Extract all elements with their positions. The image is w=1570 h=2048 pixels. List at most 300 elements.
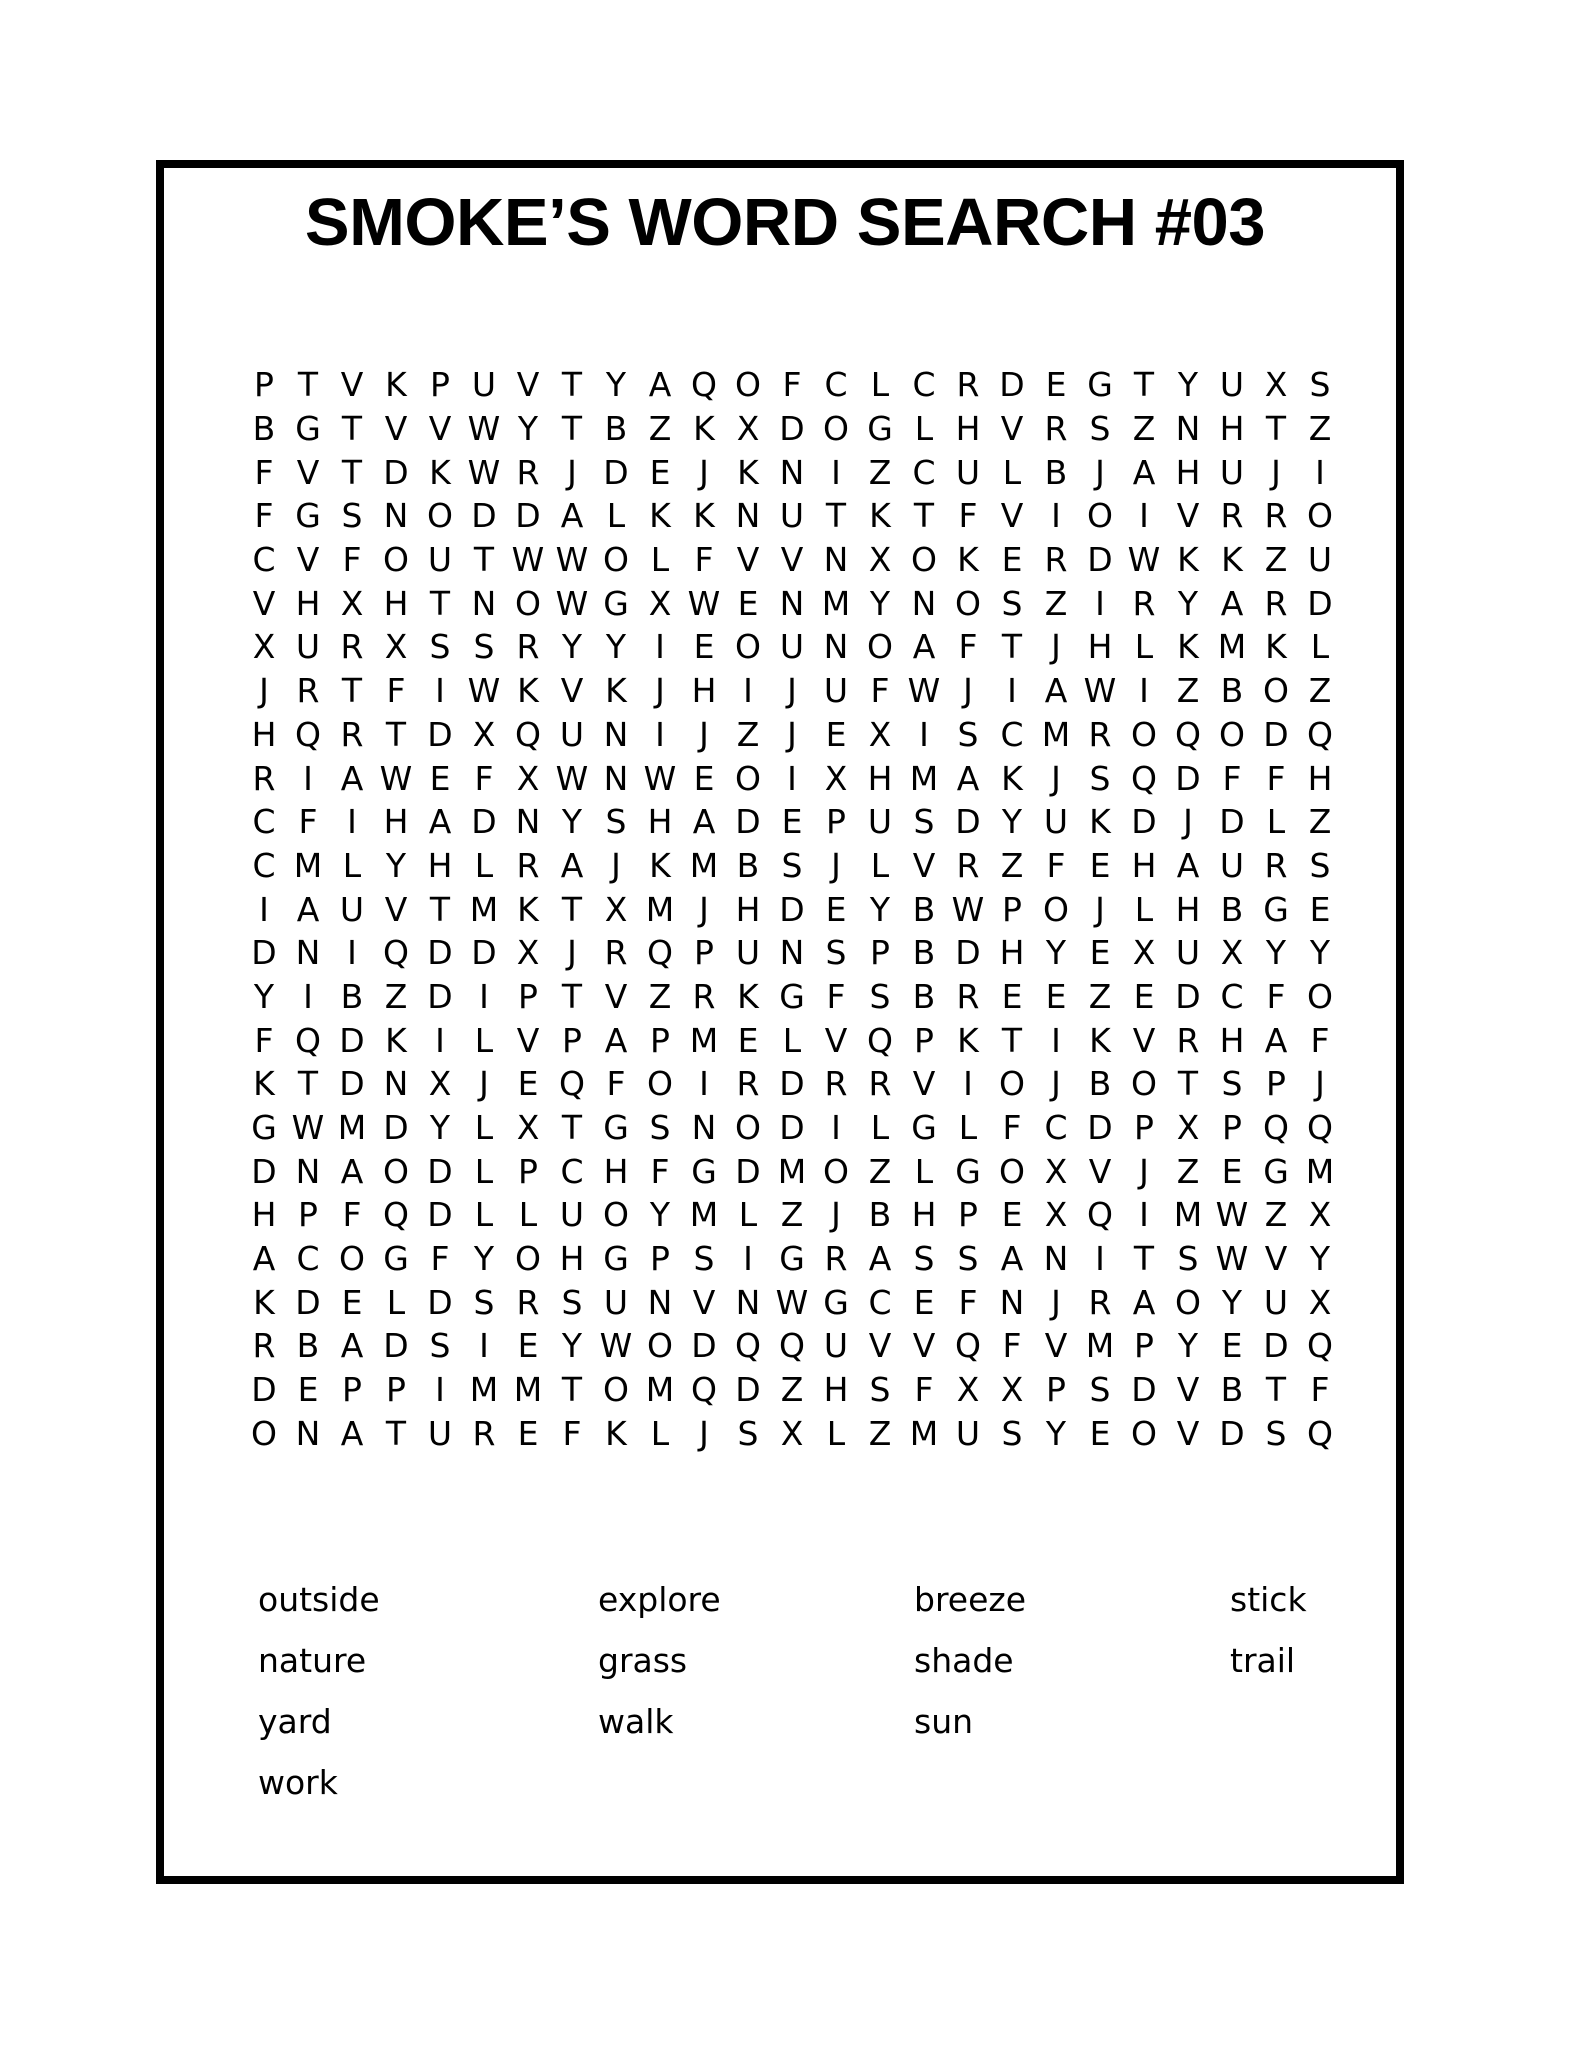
grid-cell: V [1176,1370,1200,1410]
grid-cell: D [603,452,629,492]
grid-cell: N [647,1282,673,1322]
grid-cell: O [735,365,761,405]
grid-cell: Z [868,1413,892,1453]
grid-cell: T [561,1108,583,1148]
grid-cell: G [295,409,321,449]
grid-cell: L [914,409,934,449]
grid-cell: O [823,1151,849,1191]
grid-cell: Y [1045,1413,1067,1453]
grid-cell: A [1000,1239,1024,1279]
grid-cell: H [691,671,717,711]
grid-cell: S [429,1326,451,1366]
grid-cell: R [296,671,320,711]
grid-cell: F [342,540,362,580]
grid-cell: M [1305,1151,1335,1191]
grid-cell: G [251,1108,277,1148]
grid-cell: O [1263,671,1289,711]
grid-cell: V [1132,1020,1156,1060]
grid-cell: D [955,802,981,842]
grid-row [242,931,1342,975]
grid-cell: F [650,1151,670,1191]
grid-cell: S [649,1108,671,1148]
grid-cell: T [473,540,495,580]
grid-cell: F [1222,758,1242,798]
grid-cell: E [1001,976,1023,1016]
grid-cell: H [1087,627,1113,667]
grid-cell: G [823,1282,849,1322]
grid-cell: G [911,1108,937,1148]
grid-cell: M [689,1195,719,1235]
grid-cell: E [1001,540,1023,580]
grid-row [242,713,1342,757]
word-list-item: outside [258,1580,380,1619]
grid-cell: F [958,496,978,536]
grid-cell: C [1000,714,1024,754]
grid-cell: P [870,933,890,973]
grid-cell: D [515,496,541,536]
grid-cell: D [1175,758,1201,798]
grid-cell: D [427,933,453,973]
grid-cell: D [779,409,805,449]
grid-cell: A [956,758,980,798]
grid-cell: W [775,1282,809,1322]
grid-cell: D [1087,540,1113,580]
grid-cell: X [604,889,628,929]
grid-cell: S [957,1239,979,1279]
grid-cell: G [603,1239,629,1279]
word-list-item: breeze [914,1580,1027,1619]
grid-cell: T [561,889,583,929]
grid-cell: U [1175,933,1201,973]
grid-cell: X [1044,1195,1068,1235]
grid-cell: F [958,627,978,667]
grid-cell: S [825,933,847,973]
grid-cell: W [687,583,721,623]
grid-cell: N [603,714,629,754]
grid-cell: X [956,1370,980,1410]
grid-cell: H [911,1195,937,1235]
grid-cell: T [385,714,407,754]
grid-cell: P [430,365,450,405]
grid-cell: L [1002,452,1022,492]
grid-cell: J [1051,1282,1061,1322]
grid-cell: W [379,758,413,798]
grid-cell: X [868,714,892,754]
grid-cell: I [435,671,445,711]
grid-cell: K [385,1020,407,1060]
grid-cell: X [824,758,848,798]
grid-cell: C [912,365,936,405]
grid-cell: J [1315,1064,1325,1104]
grid-cell: V [516,365,540,405]
grid-cell: A [340,1413,364,1453]
grid-cell: O [603,1370,629,1410]
grid-cell: H [603,1151,629,1191]
grid-cell: Y [1177,583,1199,623]
grid-row [242,407,1342,451]
grid-cell: F [1266,758,1286,798]
grid-cell: N [691,1108,717,1148]
grid-cell: V [1044,1326,1068,1366]
grid-cell: X [1220,933,1244,973]
grid-cell: Z [780,1195,804,1235]
grid-cell: S [1309,365,1331,405]
grid-cell: R [516,627,540,667]
grid-cell: V [1264,1239,1288,1279]
grid-cell: Q [691,365,717,405]
grid-cell: R [252,758,276,798]
grid-cell: O [339,1239,365,1279]
grid-cell: P [650,1239,670,1279]
grid-cell: Y [1309,1239,1331,1279]
grid-cell: M [1041,714,1071,754]
grid-cell: O [735,627,761,667]
grid-cell: E [649,452,671,492]
grid-cell: Z [1176,671,1200,711]
grid-cell: X [780,1413,804,1453]
grid-cell: Q [383,933,409,973]
grid-cell: E [1133,976,1155,1016]
grid-cell: P [1266,1064,1286,1104]
grid-cell: V [252,583,276,623]
grid-cell: E [825,714,847,754]
grid-cell: T [913,496,935,536]
grid-cell: D [779,1108,805,1148]
grid-cell: D [1087,1108,1113,1148]
grid-cell: R [1088,714,1112,754]
grid-cell: A [1132,1282,1156,1322]
grid-cell: P [562,1020,582,1060]
grid-cell: S [913,802,935,842]
grid-cell: U [867,802,893,842]
grid-cell: J [699,889,709,929]
grid-cell: J [787,714,797,754]
grid-cell: C [824,365,848,405]
grid-cell: K [737,452,759,492]
grid-cell: V [912,1326,936,1366]
grid-cell: L [342,845,362,885]
grid-cell: O [823,409,849,449]
grid-cell: F [782,365,802,405]
grid-cell: R [1264,583,1288,623]
grid-cell: M [821,583,851,623]
grid-cell: L [914,1151,934,1191]
grid-cell: J [567,933,577,973]
grid-cell: O [1131,1064,1157,1104]
grid-cell: R [1088,1282,1112,1322]
grid-cell: X [1308,1195,1332,1235]
grid-cell: D [1307,583,1333,623]
grid-cell: R [1044,409,1068,449]
grid-cell: N [779,933,805,973]
grid-cell: P [650,1020,670,1060]
grid-cell: P [254,365,274,405]
grid-cell: X [1132,933,1156,973]
grid-cell: C [560,1151,584,1191]
grid-cell: Q [295,1020,321,1060]
grid-cell: Z [1132,409,1156,449]
grid-cell: N [383,496,409,536]
grid-row [242,756,1342,800]
grid-cell: G [603,583,629,623]
grid-cell: Z [1264,1195,1288,1235]
grid-cell: D [251,1370,277,1410]
grid-cell: W [1127,540,1161,580]
grid-row [242,1106,1342,1150]
grid-cell: V [1000,409,1024,449]
grid-row [242,887,1342,931]
grid-cell: C [868,1282,892,1322]
word-list-item: grass [598,1641,688,1680]
grid-cell: Q [955,1326,981,1366]
grid-cell: X [1176,1108,1200,1148]
grid-cell: I [435,1370,445,1410]
grid-cell: A [428,802,452,842]
grid-cell: Y [1309,933,1331,973]
grid-cell: R [516,452,540,492]
grid-cell: A [252,1239,276,1279]
grid-cell: T [561,409,583,449]
grid-cell: J [699,1413,709,1453]
grid-cell: S [693,1239,715,1279]
grid-row [242,494,1342,538]
grid-cell: K [1177,627,1199,667]
grid-cell: A [1176,845,1200,885]
grid-cell: S [1177,1239,1199,1279]
grid-cell: O [383,1151,409,1191]
grid-cell: S [1001,1413,1023,1453]
grid-cell: W [467,452,501,492]
grid-cell: S [473,627,495,667]
grid-cell: X [428,1064,452,1104]
grid-cell: E [825,889,847,929]
grid-cell: A [1044,671,1068,711]
grid-cell: X [516,1108,540,1148]
grid-cell: F [430,1239,450,1279]
grid-cell: B [1220,889,1244,929]
grid-cell: G [1263,889,1289,929]
grid-cell: J [831,1195,841,1235]
grid-cell: C [252,845,276,885]
grid-cell: V [868,1326,892,1366]
grid-cell: O [603,1195,629,1235]
grid-cell: N [779,583,805,623]
grid-cell: U [1219,365,1245,405]
grid-cell: X [516,758,540,798]
grid-cell: G [383,1239,409,1279]
grid-cell: O [427,496,453,536]
grid-cell: U [779,496,805,536]
grid-cell: Z [868,452,892,492]
grid-cell: A [1132,452,1156,492]
grid-cell: M [909,758,939,798]
grid-cell: T [341,409,363,449]
grid-cell: R [472,1413,496,1453]
grid-cell: F [1002,1108,1022,1148]
grid-cell: I [743,1239,753,1279]
grid-cell: T [1133,365,1155,405]
grid-cell: K [1089,1020,1111,1060]
grid-cell: T [297,365,319,405]
grid-cell: D [691,1326,717,1366]
grid-cell: Q [1307,714,1333,754]
grid-cell: R [1220,496,1244,536]
grid-cell: E [737,1020,759,1060]
grid-row [242,800,1342,844]
grid-cell: Z [648,976,672,1016]
grid-cell: E [297,1370,319,1410]
grid-cell: U [823,1326,849,1366]
grid-cell: V [912,845,936,885]
grid-cell: N [779,452,805,492]
grid-cell: P [1134,1326,1154,1366]
grid-cell: H [955,409,981,449]
grid-cell: I [1007,671,1017,711]
grid-cell: B [912,976,936,1016]
grid-cell: D [471,496,497,536]
grid-cell: T [341,671,363,711]
grid-cell: D [955,933,981,973]
grid-cell: B [340,976,364,1016]
grid-cell: Z [1308,802,1332,842]
grid-cell: A [692,802,716,842]
grid-cell: H [295,583,321,623]
grid-cell: K [385,365,407,405]
grid-cell: D [427,976,453,1016]
grid-cell: I [347,933,357,973]
grid-cell: V [1176,1413,1200,1453]
grid-cell: M [1173,1195,1203,1235]
grid-cell: R [604,933,628,973]
grid-cell: L [606,496,626,536]
grid-cell: M [689,1020,719,1060]
grid-cell: M [469,889,499,929]
grid-cell: N [1175,409,1201,449]
grid-cell: N [383,1064,409,1104]
grid-cell: D [427,1151,453,1191]
grid-cell: O [1131,714,1157,754]
grid-cell: G [779,976,805,1016]
grid-cell: I [347,802,357,842]
grid-cell: E [737,583,759,623]
grid-cell: D [1131,802,1157,842]
grid-cell: E [693,627,715,667]
grid-cell: B [736,845,760,885]
grid-cell: Y [605,365,627,405]
grid-cell: I [1315,452,1325,492]
grid-cell: E [341,1282,363,1322]
grid-cell: A [340,1326,364,1366]
grid-cell: X [1044,1151,1068,1191]
grid-cell: H [251,1195,277,1235]
grid-cell: V [780,540,804,580]
grid-cell: X [1264,365,1288,405]
grid-cell: U [603,1282,629,1322]
grid-cell: S [1001,583,1023,623]
grid-cell: S [605,802,627,842]
grid-cell: J [787,671,797,711]
grid-cell: K [1221,540,1243,580]
grid-cell: K [517,671,539,711]
grid-cell: E [1089,933,1111,973]
grid-row [242,1368,1342,1412]
grid-cell: Z [736,714,760,754]
grid-cell: O [999,1064,1025,1104]
grid-cell: R [340,627,364,667]
grid-cell: S [869,976,891,1016]
grid-cell: B [1044,452,1068,492]
grid-cell: H [1307,758,1333,798]
grid-cell: I [1139,671,1149,711]
grid-cell: Q [735,1326,761,1366]
grid-cell: R [252,1326,276,1366]
grid-cell: N [999,1282,1025,1322]
grid-cell: Y [1177,365,1199,405]
grid-cell: N [471,583,497,623]
grid-cell: Z [1000,845,1024,885]
grid-cell: X [340,583,364,623]
grid-cell: K [1177,540,1199,580]
grid-row [242,1324,1342,1368]
grid-cell: M [469,1370,499,1410]
grid-cell: G [1087,365,1113,405]
puzzle-title: SMOKE’S WORD SEARCH #03 [304,185,1266,260]
grid-row [242,538,1342,582]
grid-cell: N [515,802,541,842]
word-list-item: shade [914,1641,1014,1680]
grid-cell: A [560,496,584,536]
grid-row [242,1062,1342,1106]
grid-cell: E [1221,1326,1243,1366]
grid-cell: K [693,409,715,449]
grid-cell: E [693,758,715,798]
grid-cell: R [824,1239,848,1279]
grid-cell: Y [473,1239,495,1279]
grid-cell: J [479,1064,489,1104]
grid-cell: V [296,452,320,492]
grid-cell: K [605,1413,627,1453]
grid-cell: Q [1307,1108,1333,1148]
grid-cell: V [1176,496,1200,536]
grid-cell: J [1095,889,1105,929]
grid-cell: O [955,583,981,623]
grid-cell: S [429,627,451,667]
grid-cell: R [1264,845,1288,885]
grid-cell: F [254,1020,274,1060]
grid-cell: K [253,1282,275,1322]
grid-cell: J [567,452,577,492]
grid-cell: F [1046,845,1066,885]
grid-cell: Y [869,583,891,623]
grid-cell: V [516,1020,540,1060]
grid-cell: I [479,976,489,1016]
grid-cell: A [604,1020,628,1060]
grid-cell: S [1089,758,1111,798]
grid-cell: D [999,365,1025,405]
grid-cell: H [1175,889,1201,929]
grid-cell: L [386,1282,406,1322]
grid-cell: B [1220,671,1244,711]
grid-cell: F [606,1064,626,1104]
grid-cell: D [1263,714,1289,754]
grid-cell: Y [253,976,275,1016]
grid-cell: T [1001,1020,1023,1060]
grid-cell: X [384,627,408,667]
grid-cell: D [1219,1413,1245,1453]
grid-cell: N [295,933,321,973]
grid-cell: S [737,1413,759,1453]
grid-cell: P [386,1370,406,1410]
